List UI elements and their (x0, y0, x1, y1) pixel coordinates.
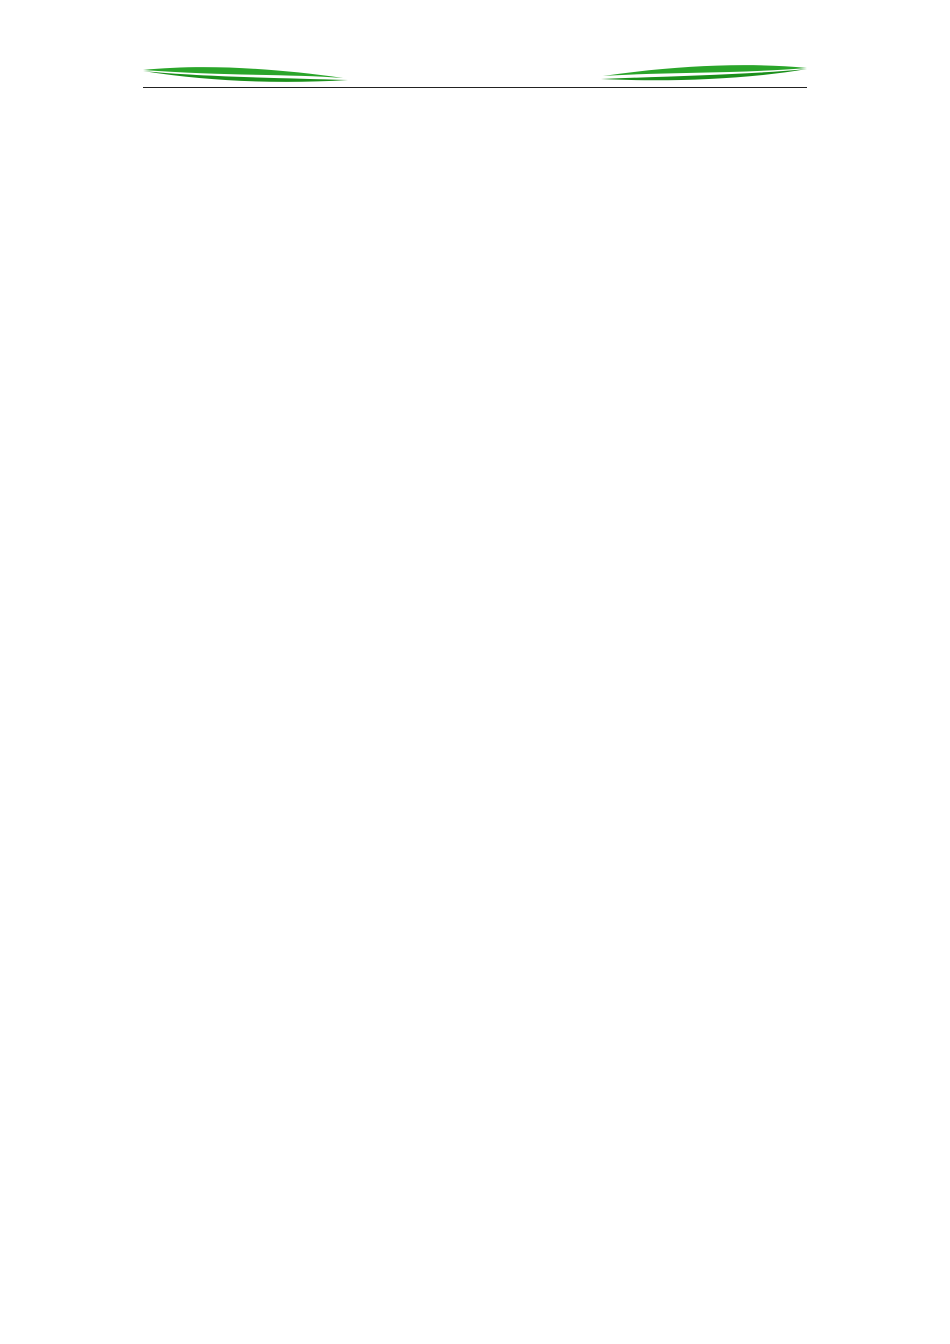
header-divider (143, 87, 807, 88)
